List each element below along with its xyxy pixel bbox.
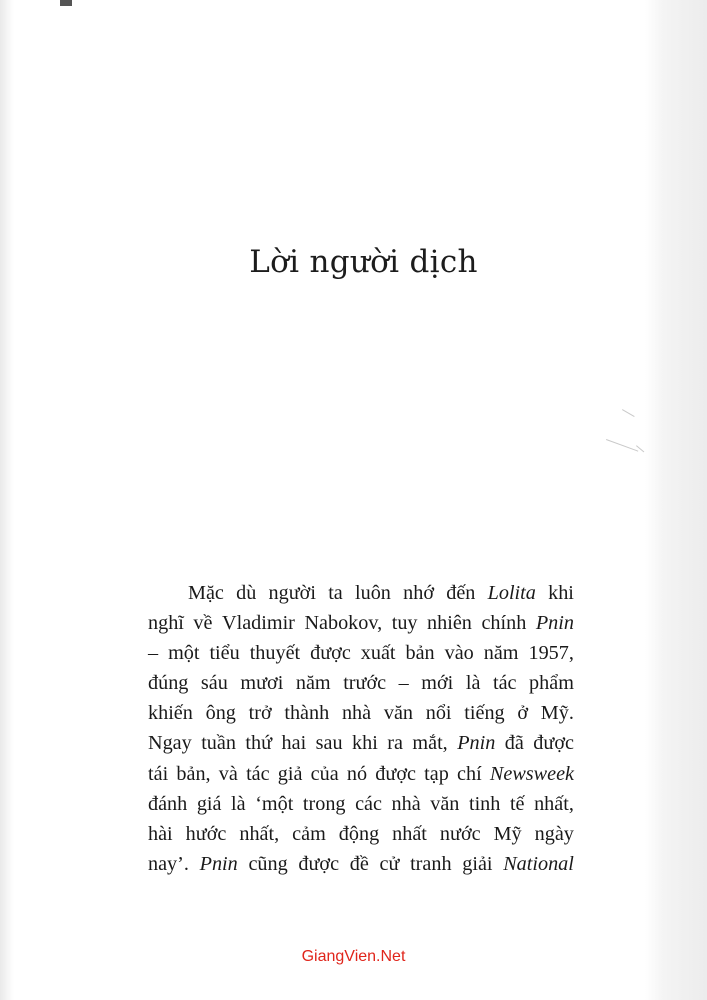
paragraph-word: – (148, 642, 159, 665)
paragraph-word: là (231, 792, 246, 815)
paragraph-word: đúng (148, 672, 189, 695)
paragraph-word: ra (387, 732, 403, 755)
paragraph-word: hước (185, 822, 227, 845)
paragraph-line (148, 668, 574, 698)
paragraph-word: người (268, 582, 316, 604)
paragraph-word: sáu (200, 672, 228, 695)
paragraph-word: xuất (360, 642, 396, 665)
paragraph-word: đã (504, 732, 524, 755)
paragraph-word: hai (281, 732, 307, 755)
paragraph-word: được (375, 762, 416, 785)
page-right-edge-shadow (645, 0, 707, 1000)
paragraph-word: tái (148, 762, 169, 785)
paragraph-word: giá (196, 792, 222, 815)
paragraph-word: nhất, (534, 792, 574, 815)
paragraph-word: Mỹ. (540, 702, 574, 725)
paragraph-word: văn (383, 702, 413, 725)
watermark-text: GiangVien.Net (301, 948, 406, 965)
paragraph-word: tuần (201, 732, 236, 755)
paragraph-word: Pnin (535, 612, 574, 635)
paragraph-word: tạp (424, 762, 449, 785)
paragraph-word: đến (446, 582, 476, 604)
paragraph-word: chính (481, 612, 527, 635)
paragraph-word: năm (483, 642, 519, 665)
paragraph-word: luôn (355, 582, 391, 604)
paragraph-word: là (465, 672, 481, 695)
paragraph-word: của (310, 762, 339, 785)
paragraph-word: tiếng (464, 702, 505, 725)
paragraph-word: nhà (391, 792, 421, 815)
paragraph-word: trong (302, 792, 346, 815)
paragraph-word: Vladimir (222, 612, 295, 635)
paragraph-word: hài (148, 822, 173, 845)
paragraph-word: văn (430, 792, 460, 815)
paragraph-word: Pnin (199, 852, 238, 875)
paragraph-word: được (533, 732, 574, 755)
paragraph-word: nhớ (403, 582, 434, 604)
paragraph-word: tinh (468, 792, 501, 815)
paragraph-word: thuyết (249, 642, 301, 665)
paragraph-line (148, 849, 574, 879)
paragraph-word: phẩm (529, 672, 574, 695)
paragraph-word: nghĩ (148, 612, 184, 635)
paragraph-word: được (310, 642, 351, 665)
paragraph-word: ‘một (255, 792, 294, 815)
paragraph-word: trước (343, 672, 387, 695)
paragraph-word: Pnin (457, 732, 496, 755)
paragraph-word: nước (439, 822, 481, 845)
paragraph-word: Mỹ (493, 822, 522, 845)
paragraph-word: nổi (425, 702, 452, 725)
paragraph-line (148, 698, 574, 728)
scan-corner-mark (60, 0, 72, 6)
paragraph-word: Nabokov, (304, 612, 383, 635)
paragraph-line (148, 608, 574, 638)
paragraph-word: Mặc (188, 582, 224, 604)
paragraph-word: và (218, 762, 238, 785)
paragraph-word: giả (277, 762, 303, 785)
paragraph-word: tác (492, 672, 517, 695)
paragraph-line (148, 638, 574, 668)
paragraph-word: một (168, 642, 200, 665)
paragraph-word: giải (462, 852, 493, 875)
paragraph-line (148, 819, 574, 849)
page-title: Lời người dịch (249, 244, 478, 280)
paragraph-word: sau (315, 732, 343, 755)
paragraph-word: đề (349, 852, 369, 875)
paragraph-word: 1957, (528, 642, 574, 665)
paragraph-word: bản, (176, 762, 211, 785)
paragraph-word: mắt, (412, 732, 448, 755)
paragraph-word: cũng (248, 852, 288, 875)
paragraph-word: tiểu (209, 642, 240, 665)
paragraph-word: mới (421, 672, 454, 695)
paragraph-word: cảm (292, 822, 326, 845)
paragraph-word: khi (548, 582, 574, 604)
paragraph-word: tuy (391, 612, 418, 635)
paragraph-word: tế (509, 792, 525, 815)
paragraph-word: cử (379, 852, 400, 875)
paragraph-line (148, 728, 574, 758)
paragraph-word: ngày (534, 822, 574, 845)
paragraph-line (148, 789, 574, 819)
paragraph-word: tác (246, 762, 270, 785)
paragraph-word: ông (205, 702, 236, 725)
paragraph-word: trở (248, 702, 272, 725)
paragraph-line (148, 578, 574, 608)
paragraph-word: đánh (148, 792, 188, 815)
paragraph-word: ở (517, 702, 529, 725)
paragraph-word: về (193, 612, 213, 635)
paragraph-word: National (503, 852, 574, 875)
paragraph-word: khiến (148, 702, 193, 725)
paragraph-word: – (398, 672, 409, 695)
paragraph-word: nay’. (148, 852, 189, 875)
paragraph-word: khi (352, 732, 378, 755)
paragraph-word: các (355, 792, 382, 815)
page-left-edge-shadow (0, 0, 14, 1000)
paragraph-word: nó (346, 762, 368, 785)
scan-scratch-mark (606, 439, 638, 452)
paragraph-word: Lolita (487, 582, 536, 604)
paragraph-word: thành (284, 702, 330, 725)
paragraph-word: nhất, (239, 822, 280, 845)
paragraph-word: nhà (341, 702, 372, 725)
paragraph-word: nhất (392, 822, 427, 845)
paragraph-word: tranh (410, 852, 452, 875)
paragraph-word: dù (236, 582, 257, 604)
body-paragraph (148, 578, 574, 879)
paragraph-word: Ngay (148, 732, 192, 755)
paragraph-word: được (298, 852, 340, 875)
paragraph-word: nhiên (427, 612, 472, 635)
paragraph-word: Newsweek (489, 762, 574, 785)
paragraph-line (148, 759, 574, 789)
paragraph-word: năm (295, 672, 331, 695)
paragraph-word: thứ (245, 732, 273, 755)
paragraph-word: vào (444, 642, 474, 665)
scan-scratch-mark (622, 409, 635, 417)
paragraph-word: chí (457, 762, 482, 785)
paragraph-word: ta (328, 582, 343, 604)
paragraph-word: động (338, 822, 380, 845)
paragraph-word: bản (405, 642, 435, 665)
paragraph-word: mươi (240, 672, 284, 695)
